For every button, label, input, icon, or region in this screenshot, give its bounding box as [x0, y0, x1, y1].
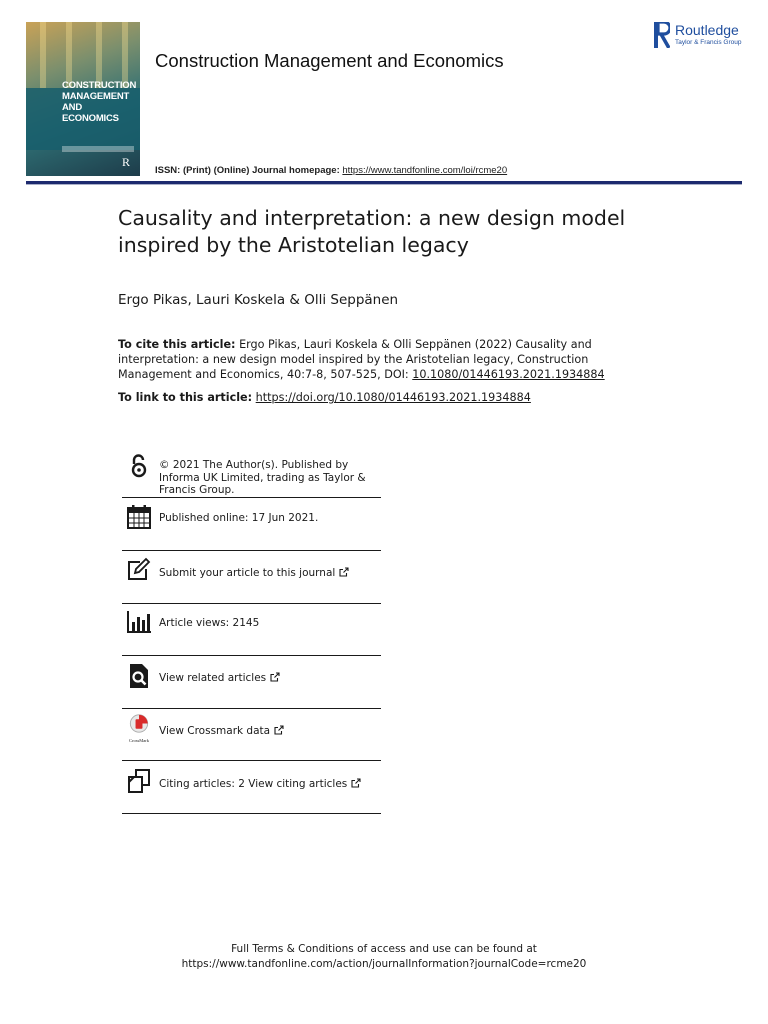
document-search-icon [126, 663, 152, 689]
article-info-table [122, 452, 381, 814]
related-label: View related articles [159, 672, 267, 684]
citation-block [118, 337, 618, 382]
related-row[interactable] [122, 656, 381, 709]
footer-terms-link[interactable]: https://www.tandfonline.com/action/journalInformation?journalCode=rcme20 [181, 958, 587, 970]
published-row [122, 498, 381, 551]
citing-articles-link[interactable] [159, 778, 381, 791]
footer-terms [0, 942, 768, 972]
article-doi-url[interactable]: https://doi.org/10.1080/01446193.2021.1934884 [255, 391, 531, 404]
article-views: Article views: 2145 [159, 617, 260, 629]
submit-row[interactable] [122, 551, 381, 604]
publisher-name: Routledge [675, 22, 739, 38]
publisher-subname: Taylor & Francis Group [675, 39, 742, 46]
citing-articles-icon [126, 768, 152, 794]
article-title: Causality and interpretation: a new design model inspired by the Aristotelian legacy [118, 206, 626, 257]
submit-label: Submit your article to this journal [159, 567, 336, 579]
related-articles-link[interactable] [159, 672, 381, 685]
publisher-logo[interactable] [654, 22, 754, 50]
cover-subtitle-bar [62, 146, 134, 152]
doi-link[interactable]: 10.1080/01446193.2021.1934884 [412, 368, 605, 381]
cover-decoration [122, 22, 128, 88]
external-link-icon [270, 672, 280, 682]
crossmark-row[interactable] [122, 709, 381, 761]
issn-label: ISSN: (Print) (Online) Journal homepage: [155, 165, 340, 176]
edit-icon [126, 557, 152, 583]
license-text: © 2021 The Author(s). Published by Informa UK Limited, trading as Taylor & Francis Group. [159, 459, 366, 496]
journal-title: Construction Management and Economics [155, 50, 504, 71]
cover-title [62, 80, 138, 124]
license-row [122, 452, 381, 498]
external-link-icon [274, 725, 284, 735]
open-access-icon [126, 454, 152, 480]
crossmark-badge-label: CrossMark [129, 738, 149, 743]
views-row [122, 604, 381, 656]
calendar-icon [126, 504, 152, 530]
citing-label: Citing articles: 2 View citing articles [159, 778, 348, 790]
cover-title-line: AND ECONOMICS [62, 102, 119, 124]
header-rule-thin [26, 184, 742, 185]
submit-link[interactable] [159, 567, 381, 580]
citing-row[interactable] [122, 761, 381, 814]
crossmark-link[interactable] [159, 725, 381, 738]
routledge-r-icon [654, 22, 670, 48]
journal-homepage-link[interactable]: https://www.tandfonline.com/loi/rcme20 [342, 165, 508, 176]
cover-publisher-mark: R [121, 155, 130, 169]
bar-chart-icon [126, 609, 152, 635]
crossmark-icon [126, 714, 152, 740]
crossmark-label: View Crossmark data [159, 725, 271, 737]
cover-decoration [40, 22, 46, 88]
footer-line: Full Terms & Conditions of access and use can be found at [231, 943, 537, 955]
article-authors: Ergo Pikas, Lauri Koskela & Olli Seppänen [118, 292, 399, 308]
issn-line [155, 165, 507, 176]
cite-text: Ergo Pikas, Lauri Koskela & Olli Seppänen (2022) Causality and interpretation: a new design model inspired by the Aristotelian legacy, Construction Management and Economics, 40:7-8, 507-525, DOI: [118, 338, 592, 381]
cover-decoration [66, 22, 72, 88]
journal-cover-image [26, 22, 140, 176]
link-label: To link to this article: [118, 391, 253, 404]
cite-label: To cite this article: [118, 338, 236, 351]
external-link-icon [351, 778, 361, 788]
cover-title-line: CONSTRUCTION [62, 80, 137, 91]
article-link-line [118, 391, 531, 404]
published-date: Published online: 17 Jun 2021. [159, 512, 319, 524]
cover-decoration [96, 22, 102, 88]
cover-title-line: MANAGEMENT [62, 91, 130, 102]
external-link-icon [339, 567, 349, 577]
